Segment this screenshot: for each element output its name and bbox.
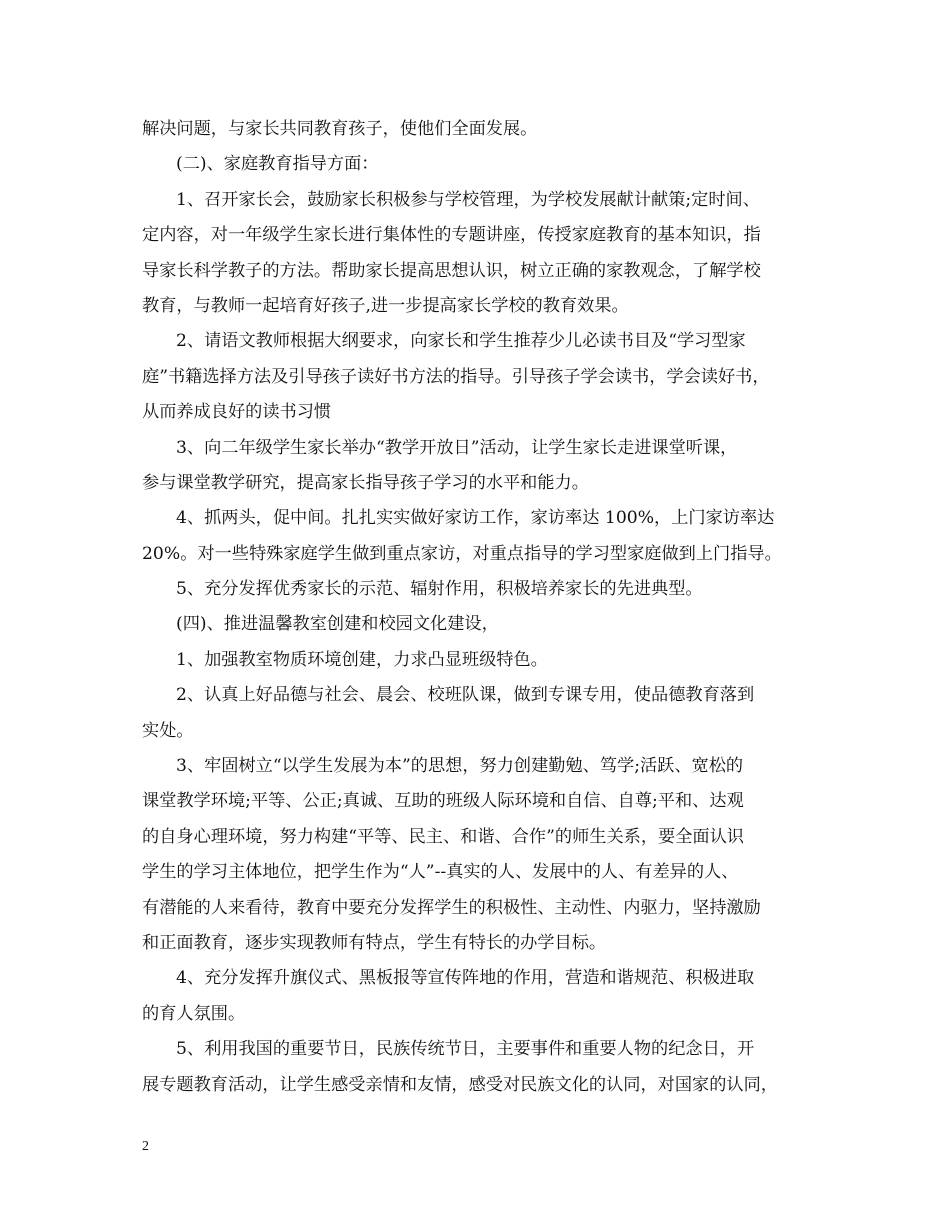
text-line: 的自身心理环境，努力构建“平等、民主、和谐、合作”的师生关系，要全面认识	[142, 826, 744, 847]
text-line: 解决问题，与家长共同教育孩子，使他们全面发展。	[142, 119, 538, 139]
text-line: 3、向二年级学生家长举办“教学开放日”活动，让学生家长走进课堂听课，	[176, 437, 738, 458]
text-line: 2、认真上好品德与社会、晨会、校班队课，做到专课专用，使品德教育落到	[176, 685, 755, 706]
text-line: 1、加强教室物质环境创建，力求凸显班级特色。	[176, 649, 548, 670]
text-line: 学生的学习主体地位，把学生作为“人”--真实的人、发展中的人、有差异的人、	[142, 862, 739, 883]
text-line: 有潜能的人来看待，教育中要充分发挥学生的积极性、主动性、内驱力，坚持激励	[142, 897, 761, 918]
text-line: 展专题教育活动，让学生感受亲情和友情，感受对民族文化的认同，对国家的认同，	[142, 1074, 778, 1095]
text-line: 和正面教育，逐步实现教师有特点，学生有特长的办学目标。	[142, 932, 607, 953]
text-line: 参与课堂教学研究，提高家长指导孩子学习的水平和能力。	[142, 472, 589, 493]
text-line: 20%。对一些特殊家庭学生做到重点家访，对重点指导的学习型家庭做到上门指导。	[142, 543, 782, 564]
text-line: (二)、家庭教育指导方面：	[176, 154, 379, 175]
document-body	[142, 112, 817, 1103]
text-line: 2、请语文教师根据大纲要求，向家长和学生推荐少儿必读书目及“学习型家	[176, 331, 746, 352]
page-number: 2	[142, 1139, 149, 1154]
text-line: 庭”书籍选择方法及引导孩子读好书方法的指导。引导孩子学会读书，学会读好书，	[142, 366, 770, 387]
text-line: 实处。	[142, 720, 194, 741]
text-line: 的育人氛围。	[142, 1003, 246, 1024]
text-line: 教育，与教师一起培育好孩子,进一步提高家长学校的教育效果。	[142, 295, 629, 316]
text-line: 导家长科学教子的方法。帮助家长提高思想认识，树立正确的家教观念，了解学校	[142, 260, 761, 281]
text-line: 1、召开家长会，鼓励家长积极参与学校管理，为学校发展献计献策;定时间、	[176, 189, 760, 210]
text-line: 3、牢固树立“以学生发展为本”的思想，努力创建勤勉、笃学;活跃、宽松的	[176, 756, 744, 777]
text-line: 从而养成良好的读书习惯	[142, 402, 332, 423]
text-line: (四)、推进温馨教室创建和校园文化建设，	[176, 614, 499, 635]
text-line: 4、充分发挥升旗仪式、黑板报等宣传阵地的作用，营造和谐规范、积极进取	[176, 968, 755, 989]
text-line: 课堂教学环境;平等、公正;真诚、互助的班级人际环境和自信、自尊;平和、达观	[142, 791, 744, 812]
text-line: 5、利用我国的重要节日，民族传统节日，主要事件和重要人物的纪念日，开	[176, 1039, 755, 1060]
text-line: 4、抓两头，促中间。扎扎实实做好家访工作，家访率达 100%，上门家访率达	[176, 508, 775, 529]
text-line: 5、充分发挥优秀家长的示范、辐射作用，积极培养家长的先进典型。	[176, 579, 703, 600]
text-line: 定内容，对一年级学生家长进行集体性的专题讲座，传授家庭教育的基本知识，指	[142, 225, 761, 246]
